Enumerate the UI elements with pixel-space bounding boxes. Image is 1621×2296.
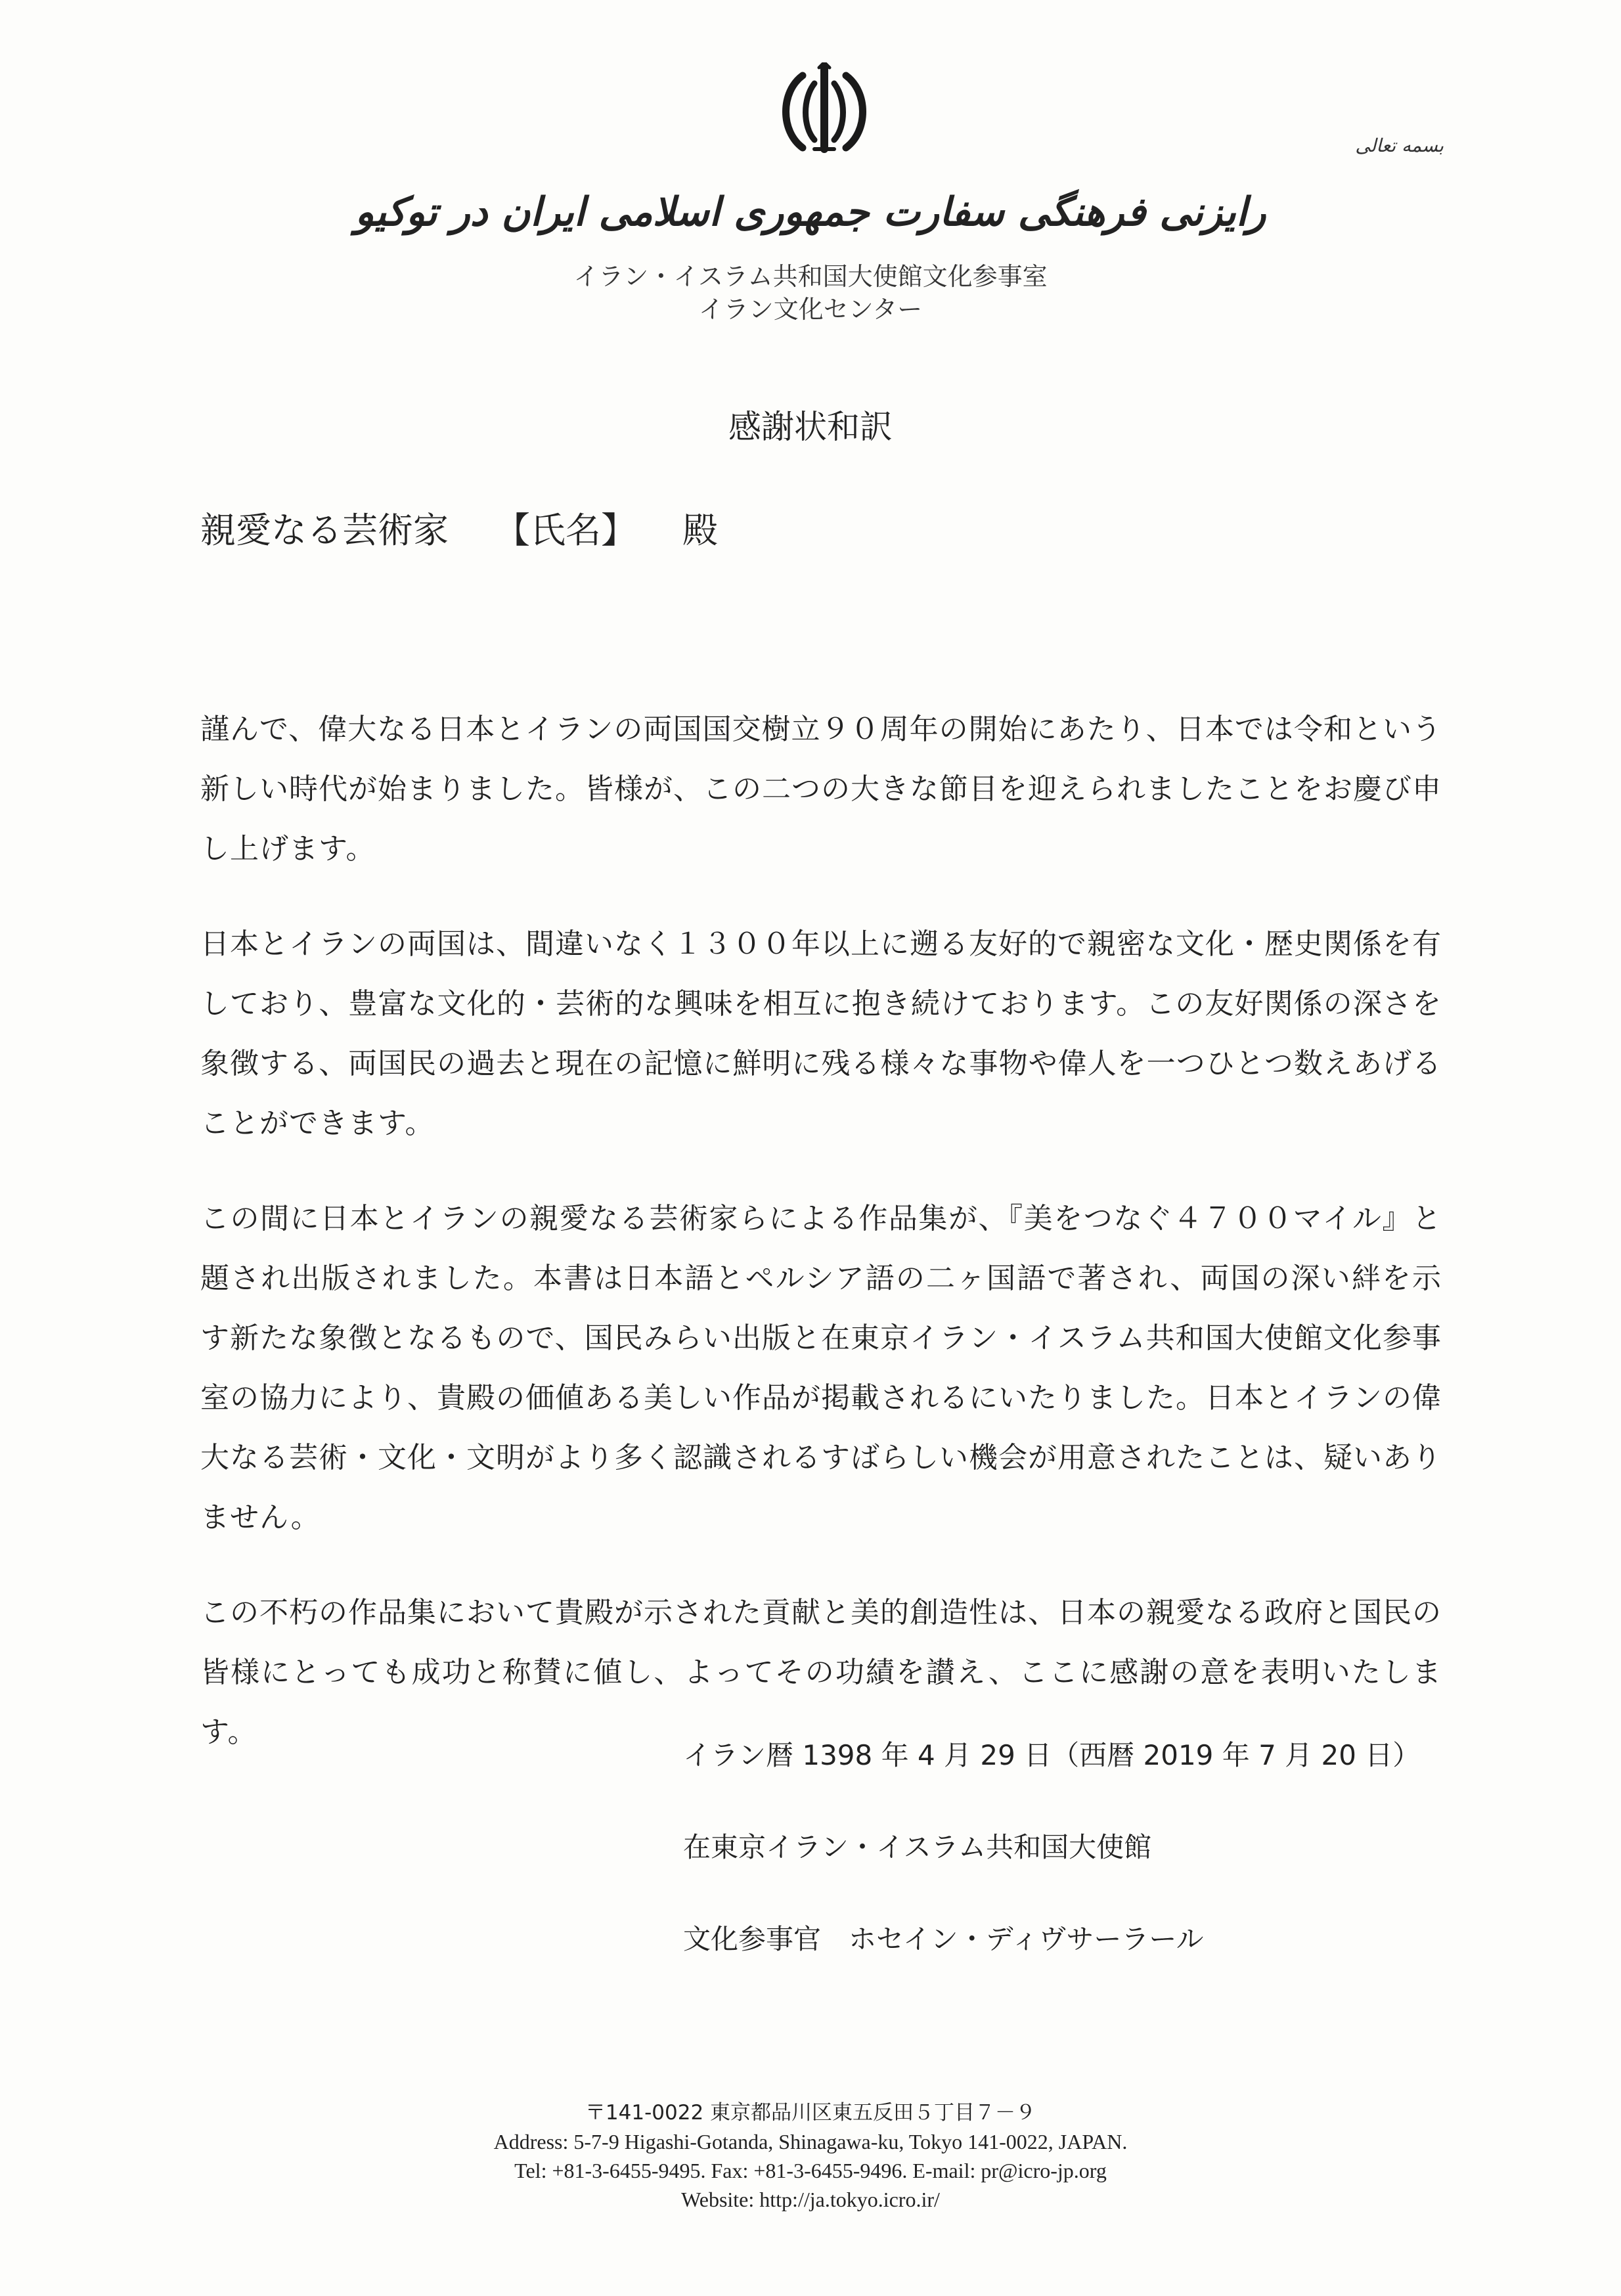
closing-embassy: 在東京イラン・イスラム共和国大使館 <box>683 1831 1152 1863</box>
document-title: 感謝状和訳 <box>728 408 893 446</box>
iran-emblem-icon <box>768 62 880 161</box>
footer-jp-address: 〒141-0022 東京都品川区東五反田５丁目７－９ <box>585 2101 1036 2125</box>
footer-contact: Tel: +81-3-6455-9495. Fax: +81-3-6455-9496. E-mail: pr@icro-jp.org <box>514 2159 1107 2182</box>
closing-signatory: 文化参事官 ホセイン・ディヴサーラール <box>683 1923 1204 1955</box>
honorific: 殿 <box>682 510 718 551</box>
persian-organization-name: رایزنی فرهنگی سفارت جمهوری اسلامی ایران در توکیو <box>355 189 1266 235</box>
footer-website: Website: http://ja.tokyo.icro.ir/ <box>681 2188 940 2211</box>
body-paragraph: 謹んで、偉大なる日本とイランの両国国交樹立９０周年の開始にあたり、日本では令和という新しい時代が始まりました。皆様が、この二つの大きな節目を迎えられましたことをお慶び申し上げます。 <box>200 713 1442 866</box>
letter-body <box>200 699 1442 1798</box>
body-paragraph: この間に日本とイランの親愛なる芸術家らによる作品集が、『美をつなぐ４７００マイル』と題され出版されました。本書は日本語とペルシア語の二ヶ国語で著され、両国の深い絆を示す新たな象徴となるもので、国民みらい出版と在東京イラン・イスラム共和国大使館文化参事室の協力により、貴殿の価値ある美しい作品が掲載されるにいたりました。日本とイランの偉大なる芸術・文化・文明がより多く認識されるすばらしい機会が用意されたことは、疑いありません。 <box>200 1202 1442 1534</box>
salutation-prefix: 親愛なる芸術家 <box>200 510 449 551</box>
recipient-name: 【氏名】 <box>495 510 636 551</box>
organization-line-2: イラン文化センター <box>698 295 923 324</box>
footer <box>0 2098 1621 2214</box>
body-paragraph: 日本とイランの両国は、間違いなく１３００年以上に遡る友好的で親密な文化・歴史関係を有しており、豊富な文化的・芸術的な興味を相互に抱き続けております。この友好関係の深さを象徴する、両国民の過去と現在の記憶に鮮明に残る様々な事物や偉人を一つひとつ数えあげることができます。 <box>200 927 1442 1140</box>
basmala-text: بسمه تعالی <box>1355 135 1444 156</box>
closing-date: イラン暦 1398 年 4 月 29 日（西暦 2019 年 7 月 20 日） <box>683 1739 1421 1771</box>
closing-block <box>683 1734 1420 2010</box>
body-paragraph: この不朽の作品集において貴殿が示された貢献と美的創造性は、日本の親愛なる政府と国民の皆様にとっても成功と称賛に値し、よってその功績を讃え、ここに感謝の意を表明いたします。 <box>200 1596 1442 1749</box>
footer-address: Address: 5-7-9 Higashi-Gotanda, Shinagawa-ku, Tokyo 141-0022, JAPAN. <box>493 2130 1128 2153</box>
salutation <box>200 502 718 553</box>
organization-line-1: イラン・イスラム共和国大使館文化参事室 <box>573 262 1048 291</box>
